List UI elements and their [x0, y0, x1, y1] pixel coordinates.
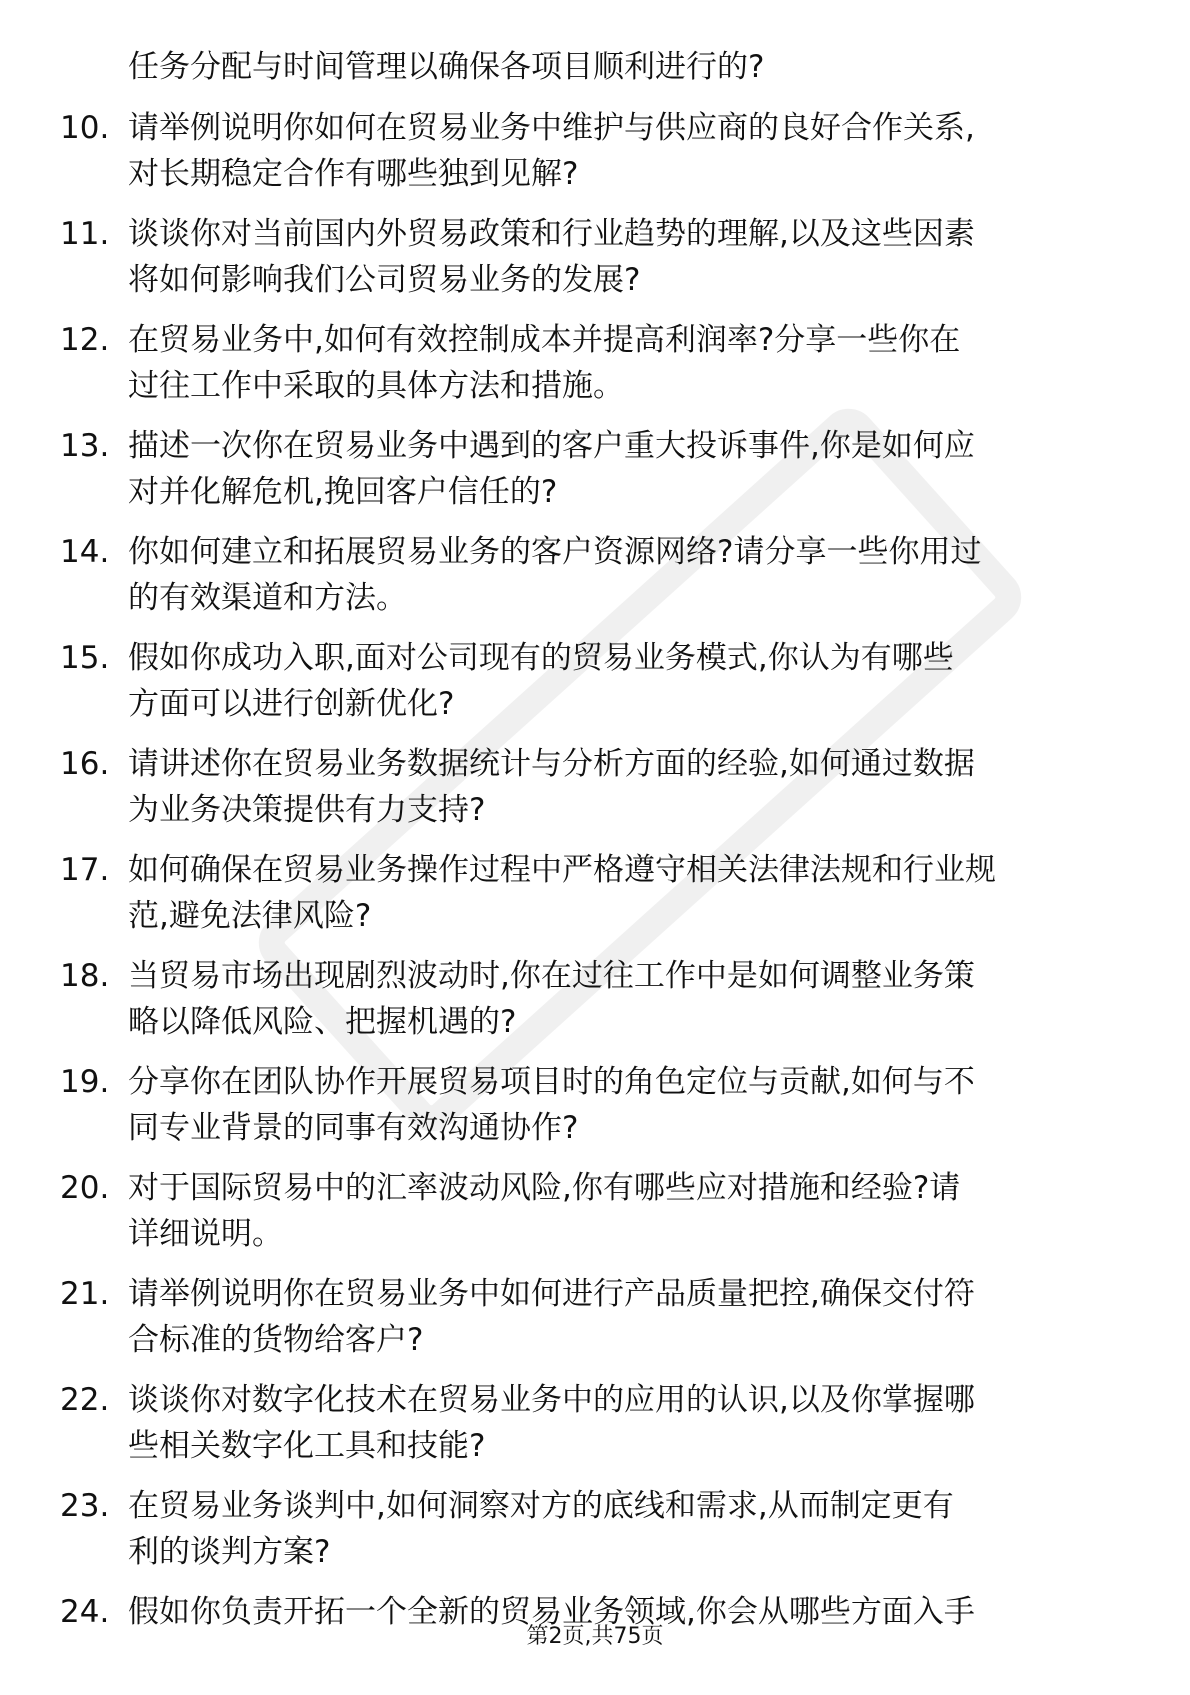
- question-line: 同专业背景的同事有效沟通协作?: [128, 1110, 579, 1146]
- question-item: [60, 741, 1110, 847]
- question-item: [60, 953, 1110, 1059]
- continuation-line: 任务分配与时间管理以确保各项目顺利进行的?: [128, 49, 765, 85]
- question-item: [60, 1165, 1110, 1271]
- question-number: 24.: [60, 1594, 110, 1630]
- question-number: 10.: [60, 110, 110, 146]
- question-text: [128, 1165, 1110, 1257]
- question-text: [128, 1059, 1110, 1151]
- question-line: 分享你在团队协作开展贸易项目时的角色定位与贡献,如何与不: [128, 1064, 975, 1100]
- question-text: [128, 1483, 1110, 1575]
- question-number: 16.: [60, 746, 110, 782]
- question-line: 合标准的货物给客户?: [128, 1322, 424, 1358]
- question-line: 略以降低风险、把握机遇的?: [128, 1004, 517, 1040]
- question-item: [60, 847, 1110, 953]
- question-text: [128, 953, 1110, 1045]
- question-text: [128, 741, 1110, 833]
- question-line: 对并化解危机,挽回客户信任的?: [128, 474, 558, 510]
- question-line: 在贸易业务谈判中,如何洞察对方的底线和需求,从而制定更有: [128, 1488, 954, 1524]
- question-item: [60, 317, 1110, 423]
- question-item: [60, 105, 1110, 211]
- question-item: [60, 1271, 1110, 1377]
- question-line: 假如你成功入职,面对公司现有的贸易业务模式,你认为有哪些: [128, 640, 954, 676]
- question-number: 11.: [60, 216, 110, 252]
- question-line: 为业务决策提供有力支持?: [128, 792, 486, 828]
- question-text: [128, 423, 1110, 515]
- page-footer: 第2页,共75页: [526, 1624, 664, 1649]
- question-text: [128, 529, 1110, 621]
- question-line: 详细说明。: [128, 1216, 283, 1252]
- question-text: [128, 317, 1110, 409]
- question-number: 19.: [60, 1064, 110, 1100]
- question-number: 13.: [60, 428, 110, 464]
- question-number: 17.: [60, 852, 110, 888]
- question-line: 对于国际贸易中的汇率波动风险,你有哪些应对措施和经验?请: [128, 1170, 961, 1206]
- question-line: 谈谈你对当前国内外贸易政策和行业趋势的理解,以及这些因素: [128, 216, 975, 252]
- question-item: [60, 1483, 1110, 1589]
- question-number: 12.: [60, 322, 110, 358]
- question-line: 对长期稳定合作有哪些独到见解?: [128, 156, 579, 192]
- question-item: [60, 1059, 1110, 1165]
- question-item: [60, 423, 1110, 529]
- question-line: 利的谈判方案?: [128, 1534, 331, 1570]
- question-line: 如何确保在贸易业务操作过程中严格遵守相关法律法规和行业规: [128, 852, 996, 888]
- question-text: [128, 847, 1110, 939]
- question-line: 范,避免法律风险?: [128, 898, 372, 934]
- question-line: 请举例说明你如何在贸易业务中维护与供应商的良好合作关系,: [128, 110, 975, 146]
- question-line: 在贸易业务中,如何有效控制成本并提高利润率?分享一些你在: [128, 322, 961, 358]
- question-number: 20.: [60, 1170, 110, 1206]
- question-text: [128, 105, 1110, 197]
- question-line: 的有效渠道和方法。: [128, 580, 407, 616]
- question-line: 当贸易市场出现剧烈波动时,你在过往工作中是如何调整业务策: [128, 958, 975, 994]
- question-number: 23.: [60, 1488, 110, 1524]
- question-line: 请讲述你在贸易业务数据统计与分析方面的经验,如何通过数据: [128, 746, 975, 782]
- question-line: 些相关数字化工具和技能?: [128, 1428, 486, 1464]
- question-item: [60, 635, 1110, 741]
- question-text: [128, 1271, 1110, 1363]
- question-line: 你如何建立和拓展贸易业务的客户资源网络?请分享一些你用过: [128, 534, 982, 570]
- question-line: 请举例说明你在贸易业务中如何进行产品质量把控,确保交付符: [128, 1276, 975, 1312]
- question-list: [60, 105, 1110, 1695]
- question-line: 描述一次你在贸易业务中遇到的客户重大投诉事件,你是如何应: [128, 428, 975, 464]
- question-line: 过往工作中采取的具体方法和措施。: [128, 368, 624, 404]
- question-number: 18.: [60, 958, 110, 994]
- question-text: [128, 635, 1110, 727]
- question-item: [60, 529, 1110, 635]
- question-line: 将如何影响我们公司贸易业务的发展?: [128, 262, 641, 298]
- question-line: 谈谈你对数字化技术在贸易业务中的应用的认识,以及你掌握哪: [128, 1382, 975, 1418]
- question-number: 15.: [60, 640, 110, 676]
- question-item: [60, 1377, 1110, 1483]
- question-text: [128, 211, 1110, 303]
- question-line: 假如你负责开拓一个全新的贸易业务领域,你会从哪些方面入手: [128, 1594, 975, 1630]
- question-number: 14.: [60, 534, 110, 570]
- question-line: 方面可以进行创新优化?: [128, 686, 455, 722]
- question-text: [128, 1377, 1110, 1469]
- question-number: 21.: [60, 1276, 110, 1312]
- question-item: [60, 211, 1110, 317]
- question-number: 22.: [60, 1382, 110, 1418]
